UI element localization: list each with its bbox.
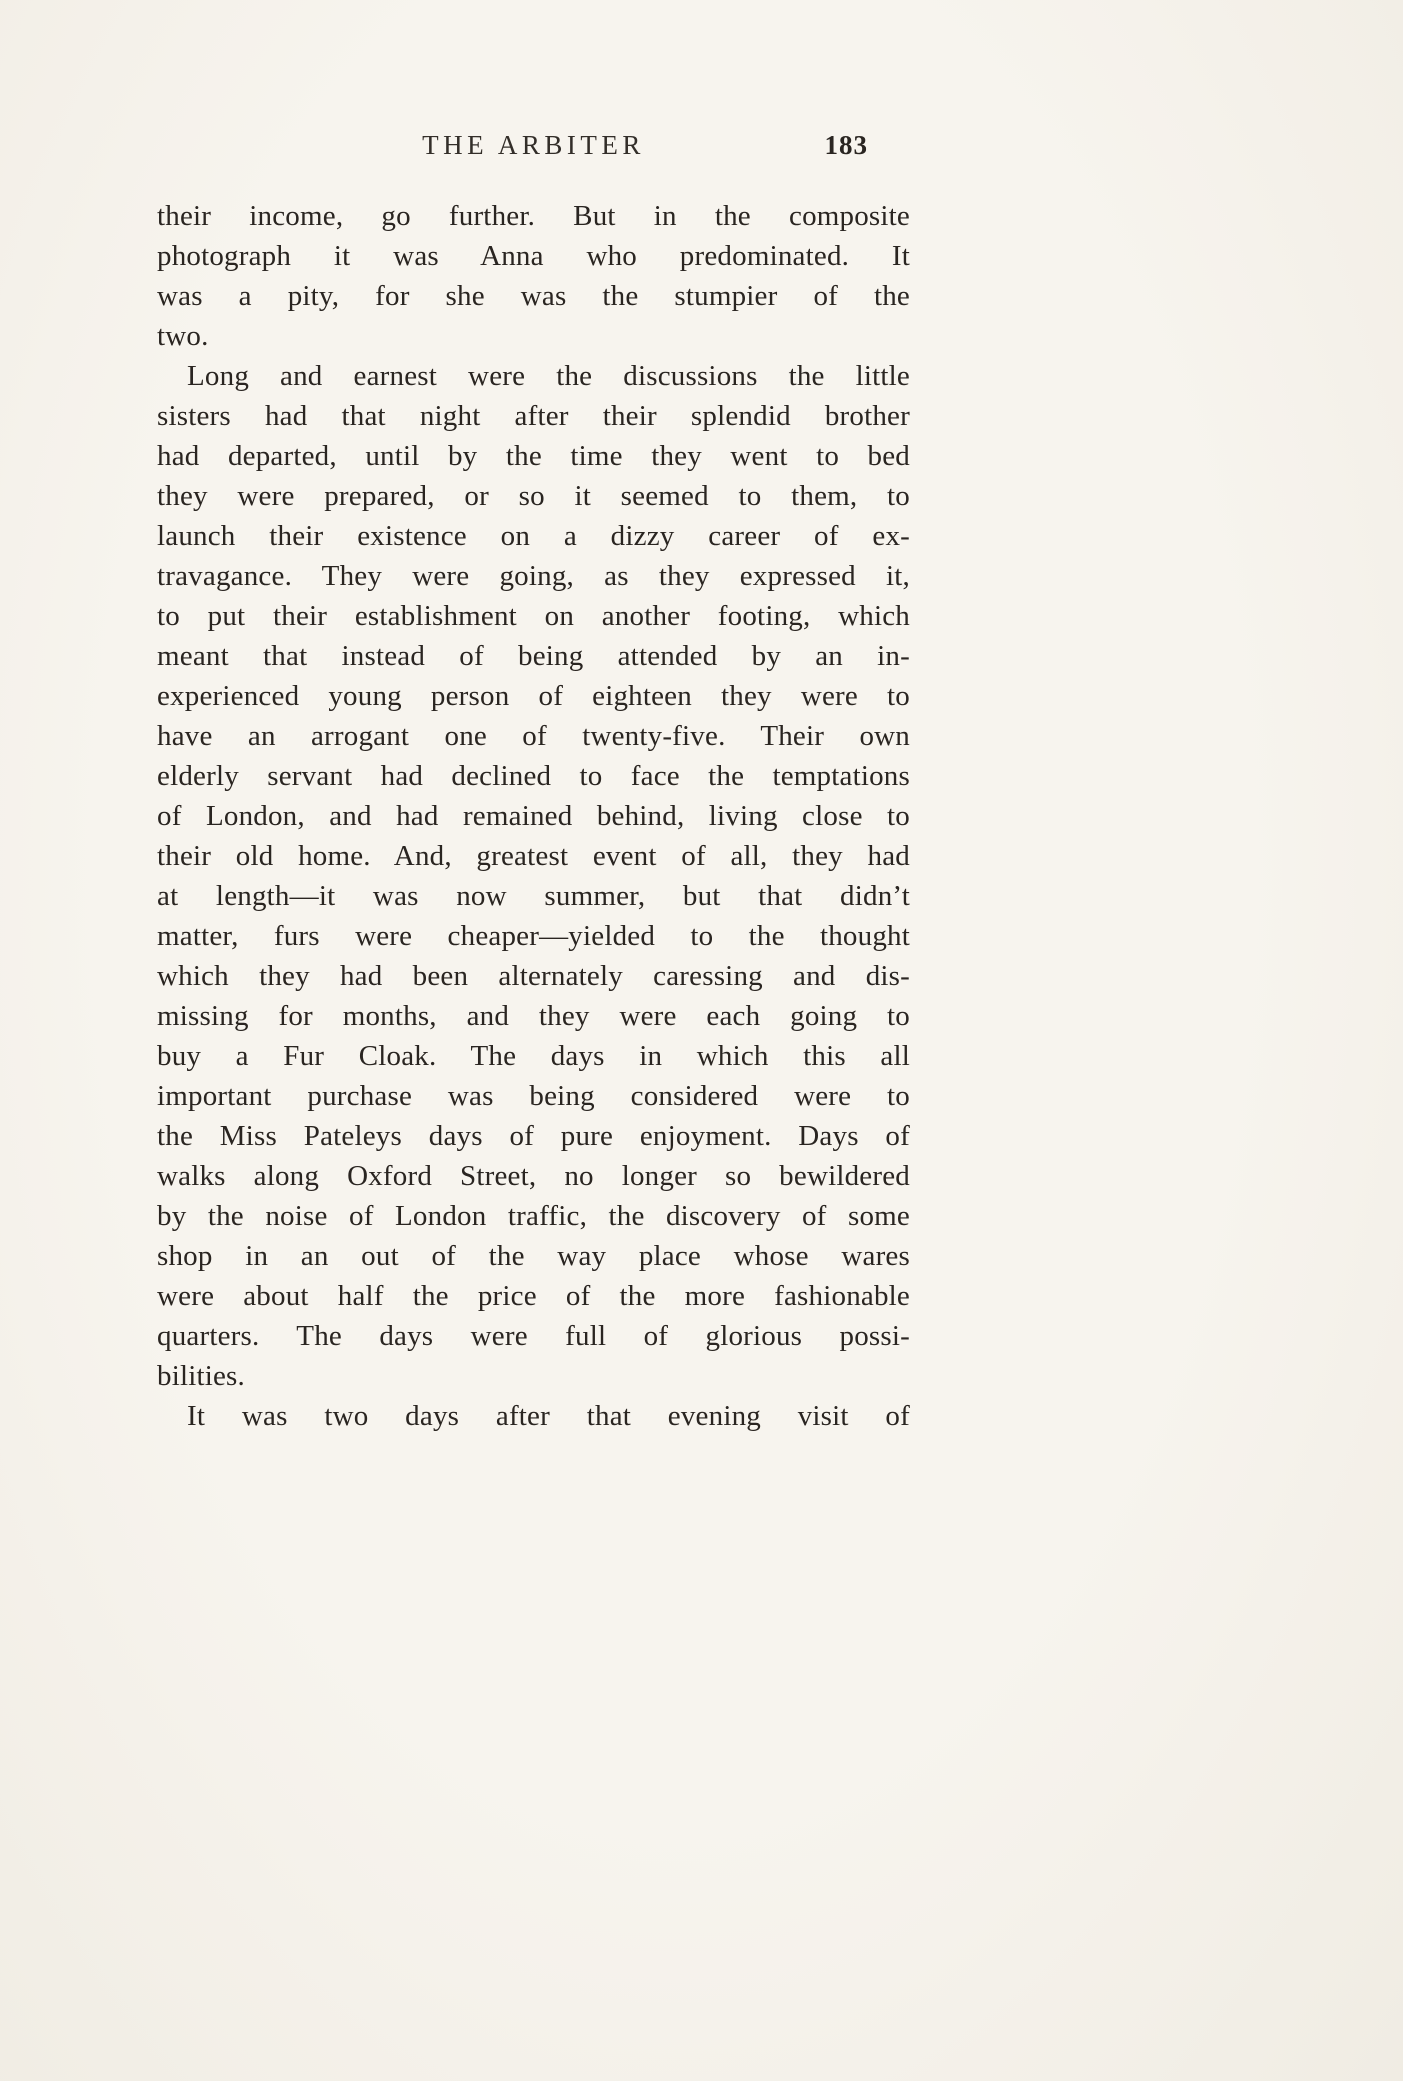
text-line: meant that instead of being attended by an in- <box>157 640 910 672</box>
text-block <box>157 130 910 1436</box>
text-line: matter, furs were cheaper—yielded to the thought <box>157 920 910 952</box>
text-line: experienced young person of eighteen they were to <box>157 680 910 712</box>
text-line: of London, and had remained behind, living close to <box>157 800 910 832</box>
text-line: was a pity, for she was the stumpier of the <box>157 280 910 312</box>
running-head <box>157 130 910 172</box>
text-line: important purchase was being considered were to <box>157 1080 910 1112</box>
text-line: which they had been alternately caressing and dis- <box>157 960 910 992</box>
text-line: had departed, until by the time they went to bed <box>157 440 910 472</box>
running-head-title: THE ARBITER <box>422 130 645 160</box>
text-line: walks along Oxford Street, no longer so bewildered <box>157 1160 910 1192</box>
paragraph <box>157 356 910 1396</box>
text-line: buy a Fur Cloak. The days in which this all <box>157 1040 910 1072</box>
text-line: at length—it was now summer, but that didn’t <box>157 880 910 912</box>
text-line: elderly servant had declined to face the temptations <box>157 760 910 792</box>
text-line: the Miss Pateleys days of pure enjoyment. Days of <box>157 1120 910 1152</box>
text-line: their old home. And, greatest event of all, they had <box>157 840 910 872</box>
text-line: photograph it was Anna who predominated. It <box>157 240 910 272</box>
text-line: they were prepared, or so it seemed to them, to <box>157 480 910 512</box>
text-line: launch their existence on a dizzy career of ex- <box>157 520 910 552</box>
paragraph <box>157 1396 910 1436</box>
text-line: their income, go further. But in the composite <box>157 200 910 232</box>
page-number: 183 <box>824 130 868 160</box>
text-line: travagance. They were going, as they expressed it, <box>157 560 910 592</box>
text-line: quarters. The days were full of glorious possi- <box>157 1320 910 1352</box>
page-body <box>157 196 910 1436</box>
text-line: have an arrogant one of twenty-five. Their own <box>157 720 910 752</box>
text-line: to put their establishment on another footing, which <box>157 600 910 632</box>
text-line: were about half the price of the more fashionable <box>157 1280 910 1312</box>
paragraph <box>157 196 910 356</box>
text-line: It was two days after that evening visit of <box>187 1400 910 1432</box>
text-line: by the noise of London traffic, the discovery of some <box>157 1200 910 1232</box>
text-line: missing for months, and they were each going to <box>157 1000 910 1032</box>
text-line: bilities. <box>157 1360 245 1392</box>
text-line: two. <box>157 320 209 352</box>
text-line: shop in an out of the way place whose wares <box>157 1240 910 1272</box>
text-line: sisters had that night after their splendid brother <box>157 400 910 432</box>
text-line: Long and earnest were the discussions the little <box>187 360 910 392</box>
